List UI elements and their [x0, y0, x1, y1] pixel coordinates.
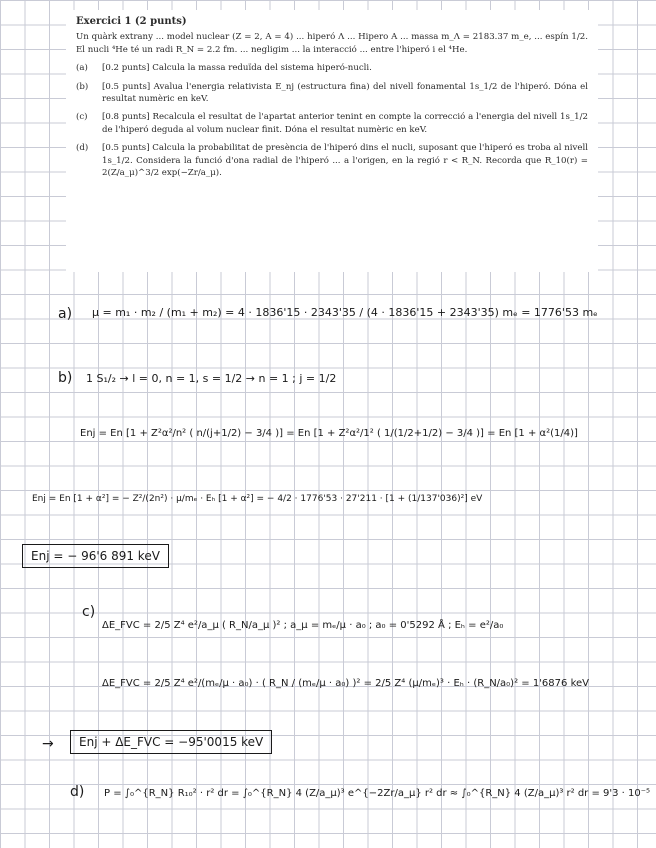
part-label: (d) [76, 143, 89, 154]
state-quantum-numbers: 1 S₁/₂ → l = 0, n = 1, s = 1/2 → n = 1 ; j = 1/2 [86, 372, 337, 385]
section-a-label: a) [58, 306, 73, 322]
problem-intro: Un quàrk extrany ... model nuclear (Z = 2, A = 4) ... hiperó Λ ... Hipero A ... massa m_Λ = 2183.37 m_e, ... espín 1/2. El nucli ⁴He té un radi R_N = 2.2 fm. ... negligim ... la interacció ... entre l'hiperó i el ⁴He. [76, 32, 588, 55]
problem-part-c [76, 111, 588, 136]
probability-integral-equation: P = ∫₀^{R_N} R₁₀² · r² dr = ∫₀^{R_N} 4 (Z/a_μ)³ e^{−2Zr/a_μ} r² dr ≈ ∫₀^{R_N} 4 (Z/a_μ)³ r² dr = 9'3 · 10⁻⁵ [104, 788, 651, 799]
reduced-mass-equation: μ = m₁ · m₂ / (m₁ + m₂) = 4 · 1836'15 · 2343'35 / (4 · 1836'15 + 2343'35) mₑ = 1776'53 mₑ [92, 306, 598, 319]
part-label: (b) [76, 81, 89, 92]
section-d-label: d) [70, 784, 85, 800]
part-label: (c) [76, 112, 88, 123]
boxed-result-b: Enj = − 96'6 891 keV [22, 544, 169, 568]
problem-part-d [76, 142, 588, 179]
finite-volume-numeric-equation: ΔE_FVC = 2/5 Z⁴ e²/(mₑ/μ · a₀) · ( R_N / (mₑ/μ · a₀) )² = 2/5 Z⁴ (μ/mₑ)³ · Eₕ · (R_N/a₀)² = 1'6876 keV [102, 678, 589, 689]
section-c-label: c) [82, 604, 96, 620]
fine-structure-equation: Enj = En [1 + Z²α²/n² ( n/(j+1/2) − 3/4 )] = En [1 + Z²α²/1² ( 1/(1/2+1/2) − 3/4 )] = En [1 + α²(1/4)] [80, 428, 578, 439]
part-text: [0.8 punts] Recalcula el resultat de l'apartat anterior tenint en compte la correcció a l'energia del nivell 1s_1/2 de l'hiperó deguda al volum nuclear finit. Dóna el resultat numèric en keV. [102, 112, 588, 135]
section-b-label: b) [58, 370, 73, 386]
finite-volume-correction-equation: ΔE_FVC = 2/5 Z⁴ e²/a_μ ( R_N/a_μ )² ; a_μ = mₑ/μ · a₀ ; a₀ = 0'5292 Å ; Eₕ = e²/a₀ [102, 620, 504, 631]
arrow-icon: → [42, 736, 54, 752]
problem-part-a [76, 62, 588, 74]
problem-part-b [76, 81, 588, 106]
problem-statement [66, 10, 598, 272]
part-text: [0.2 punts] Calcula la massa reduïda del sistema hiperó-nucli. [102, 63, 372, 74]
part-text: [0.5 punts] Avalua l'energia relativista E_nj (estructura fina) del nivell fonamental 1s_1/2 de l'hiperó. Dóna el resultat numèric en keV. [102, 81, 588, 105]
boxed-result-c: Enj + ΔE_FVC = −95'0015 keV [70, 730, 272, 754]
problem-title: Exercici 1 (2 punts) [76, 16, 187, 27]
part-text: [0.5 punts] Calcula la probabilitat de presència de l'hiperó dins el nucli, suposant que l'hiperó es troba al nivell 1s_1/2. Considera la funció d'ona radial de l'hiperó ... a l'origen, en la regió r < R_N. Recorda que R_10(r) = 2(Z/a_μ)^3/2 exp(−Zr/a_μ). [102, 143, 588, 179]
energy-numeric-equation: Enj = En [1 + α²] = − Z²/(2n²) · μ/mₑ · Eₕ [1 + α²] = − 4/2 · 1776'53 · 27'211 · [1 + (1/137'036)²] eV [32, 494, 483, 504]
part-label: (a) [76, 63, 88, 74]
